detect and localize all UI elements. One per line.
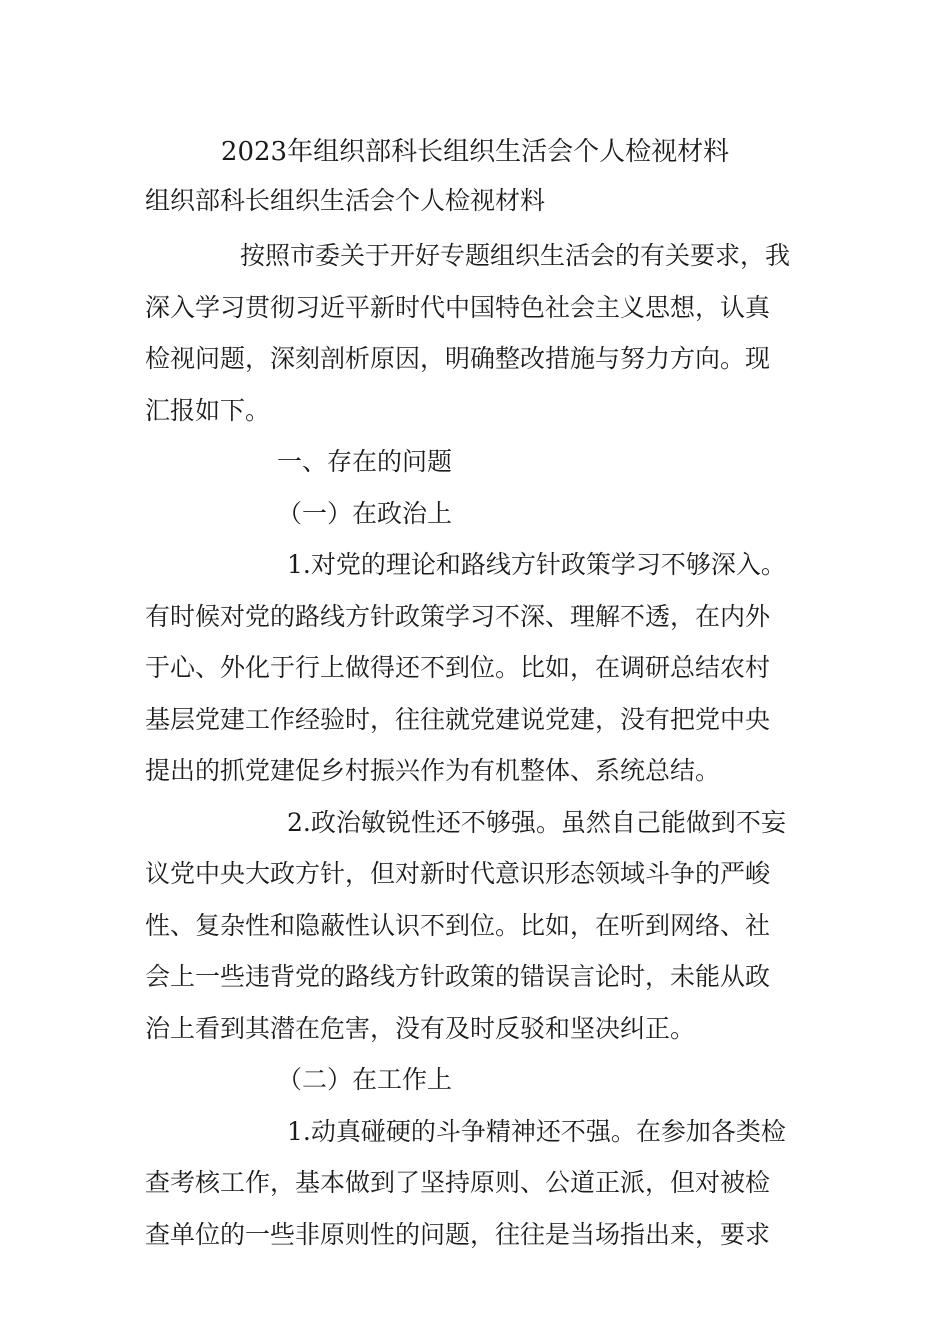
text-line: 有时候对党的路线方针政策学习不深、理解不透，在内外 (145, 601, 771, 631)
document-subtitle: 组织部科长组织生活会个人检视材料 (145, 186, 546, 215)
item-paragraph (145, 539, 807, 797)
section-heading (145, 436, 807, 488)
text-line: 深入学习贯彻习近平新时代中国特色社会主义思想，认真 (145, 292, 771, 322)
text-line: 性、复杂性和隐蔽性认识不到位。比如，在听到网络、社 (145, 910, 771, 940)
text-line: 1.对党的理论和路线方针政策学习不够深入。 (287, 550, 786, 579)
subsection-heading-political: （一）在政治上 (277, 498, 453, 528)
text-line: 提出的抓党建促乡村振兴作为有机整体、系统总结。 (145, 756, 721, 785)
document-title: 2023年组织部科长组织生活会个人检视材料 (220, 137, 730, 167)
text-line: 1.动真碰硬的斗争精神还不强。在参加各类检 (287, 1116, 786, 1146)
text-line: 检视问题，深刻剖析原因，明确整改措施与努力方向。现 (145, 344, 771, 373)
subsection-heading-work: （二）在工作上 (277, 1065, 453, 1094)
text-line: 会上一些违背党的路线方针政策的错误言论时，未能从政 (145, 962, 771, 991)
text-line: 基层党建工作经验时，往往就党建说党建，没有把党中央 (145, 704, 771, 734)
text-line: 查考核工作，基本做到了坚持原则、公道正派，但对被检 (145, 1168, 771, 1197)
text-line: 治上看到其潜在危害，没有及时反驳和坚决纠正。 (145, 1013, 696, 1043)
section-heading-problems: 一、存在的问题 (277, 447, 453, 476)
subsection-heading (145, 488, 807, 540)
text-line: 按照市委关于开好专题组织生活会的有关要求，我 (240, 241, 791, 270)
item-paragraph (145, 1106, 807, 1261)
text-line: 议党中央大政方针，但对新时代意识形态领域斗争的严峻 (145, 859, 771, 888)
text-line: 汇报如下。 (145, 395, 271, 425)
item-paragraph (145, 797, 807, 1055)
text-line: 于心、外化于行上做得还不到位。比如，在调研总结农村 (145, 653, 771, 682)
intro-paragraph (145, 230, 807, 436)
text-line: 查单位的一些非原则性的问题，往往是当场指出来，要求 (145, 1219, 771, 1249)
subsection-heading (145, 1054, 807, 1106)
document-body (145, 230, 807, 1260)
text-line: 2.政治敏锐性还不够强。虽然自己能做到不妄 (287, 807, 786, 837)
